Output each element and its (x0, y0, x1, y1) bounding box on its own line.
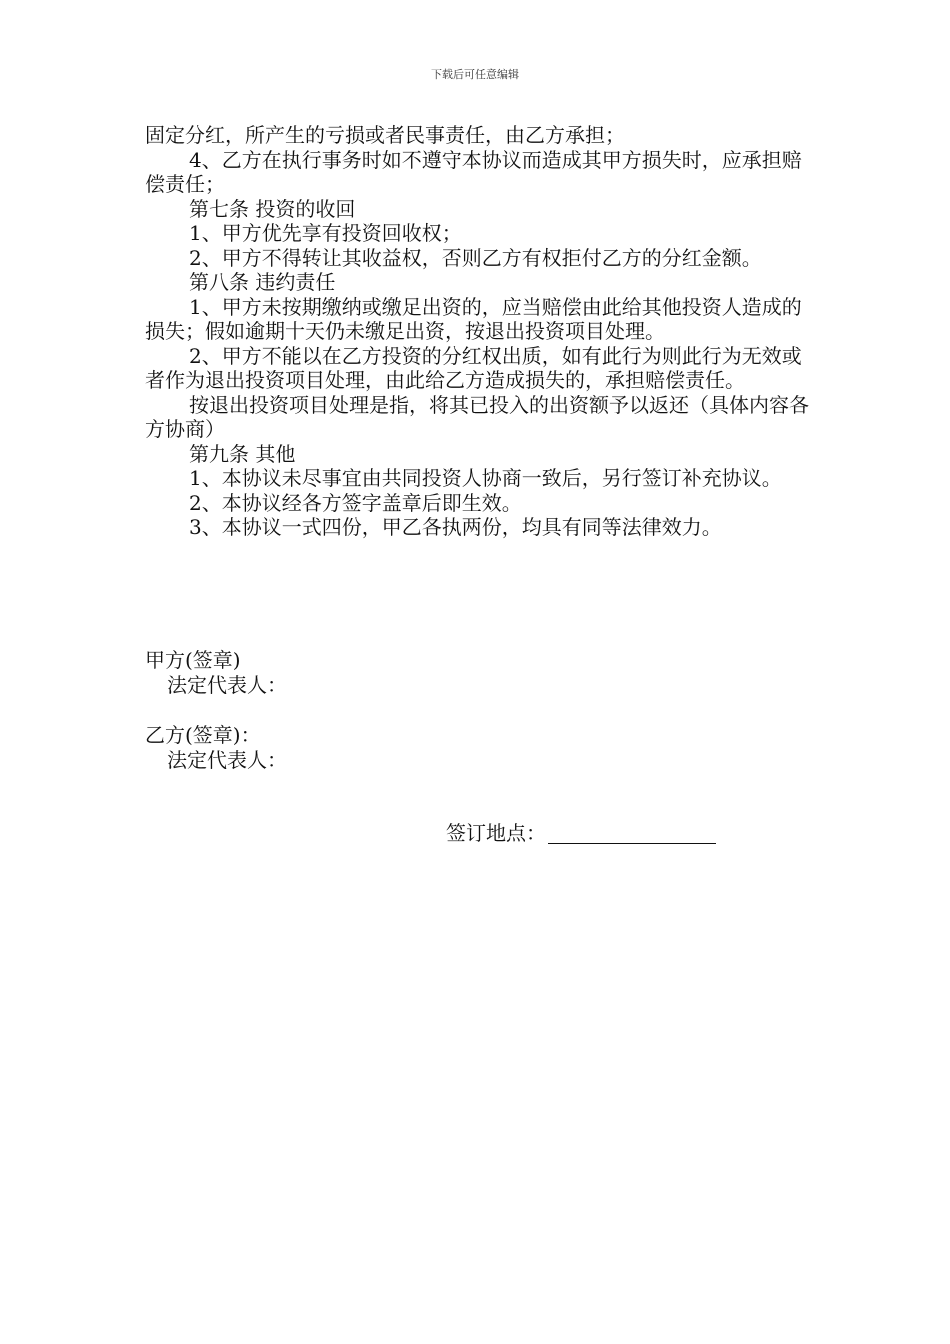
paragraph: 1、甲方优先享有投资回收权； (189, 221, 462, 245)
section-heading-article-9: 第九条 其他 (189, 441, 296, 466)
party-a-signature-block (145, 648, 287, 698)
section-heading-article-8: 第八条 违约责任 (189, 270, 336, 294)
party-a-representative-label: 法定代表人： (167, 673, 287, 697)
paragraph: 3、本协议一式四份，甲乙各执两份，均具有同等法律效力。 (189, 515, 722, 539)
paragraph: 固定分红，所产生的亏损或者民事责任，由乙方承担； (145, 123, 625, 147)
paragraph: 2、甲方不能以在乙方投资的分红权出质，如有此行为则此行为无效或者作为退出投资项目处理，由此给乙方造成损失的，承担赔偿责任。 (145, 343, 802, 392)
party-b-signature-block (145, 723, 287, 773)
party-a-label: 甲方(签章) (145, 648, 241, 672)
paragraph: 4、乙方在执行事务时如不遵守本协议而造成其甲方损失时，应承担赔偿责任； (145, 147, 802, 196)
party-b-label: 乙方(签章)： (145, 723, 261, 747)
paragraph: 2、甲方不得转让其收益权，否则乙方有权拒付乙方的分红金额。 (189, 245, 762, 270)
paragraph: 2、本协议经各方签字盖章后即生效。 (189, 490, 522, 515)
paragraph: 按退出投资项目处理是指，将其已投入的出资额予以返还（具体内容各方协商） (145, 392, 809, 441)
page-header: 下载后可任意编辑 (431, 68, 519, 81)
paragraph: 1、甲方未按期缴纳或缴足出资的，应当赔偿由此给其他投资人造成的损失；假如逾期十天仍未缴足出资，按退出投资项目处理。 (145, 294, 802, 343)
signing-place-blank (548, 823, 716, 844)
signing-place-label: 签订地点： (446, 821, 546, 845)
document-body (145, 123, 815, 540)
paragraph: 1、本协议未尽事宜由共同投资人协商一致后，另行签订补充协议。 (189, 466, 782, 490)
signing-place (446, 820, 716, 846)
party-b-representative-label: 法定代表人： (167, 748, 287, 772)
section-heading-article-7: 第七条 投资的收回 (189, 196, 356, 221)
